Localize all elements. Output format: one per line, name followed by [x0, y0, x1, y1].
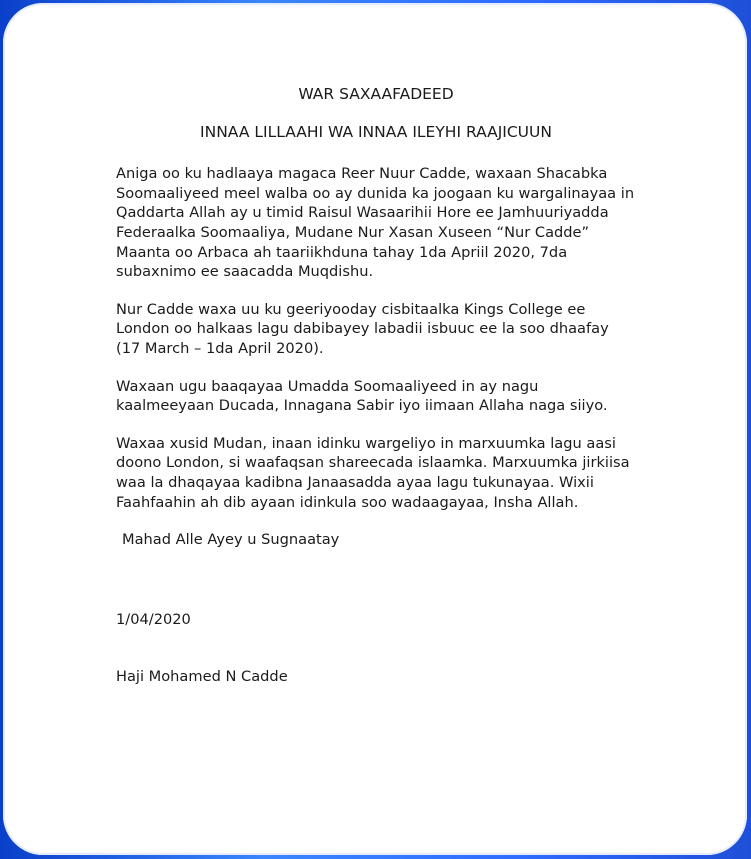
document-date: 1/04/2020: [116, 610, 191, 628]
press-release: [116, 85, 636, 687]
document-page: [3, 3, 747, 855]
paragraph-announcement: Aniga oo ku hadlaaya magaca Reer Nuur Cadde, waxaan Shacabka Soomaaliyeed meel walba oo ay dunida ka joogaan ku wargalinayaa in Qaddarta Allah ay u timid Raisul Wasaarihii Hore ee Jamhuuriyadda Federaalka Soomaaliya, Mudane Nur Xasan Xuseen “Nur Cadde” Maanta oo Arbaca ah taariikhduna tahay 1da Apriil 2020, 7da subaxnimo ee saacadda Muqdishu.: [116, 165, 635, 281]
closing-line: Mahad Alle Ayey u Sugnaatay: [122, 531, 340, 549]
paragraph-burial: Waxaa xusid Mudan, inaan idinku wargeliyo in marxuumka lagu aasi doono London, si waafaqsan shareecada islaamka. Marxuumka jirkiisa waa la dhaqayaa kadibna Janaasadda ayaa lagu tukunayaa. Wixii Faahfaahin ah dib ayaan idinkula soo wadaagayaa, Insha Allah.: [116, 434, 630, 511]
signature-name: Haji Mohamed N Cadde: [116, 668, 288, 686]
document-subtitle: INNAA LILLAAHI WA INNAA ILEYHI RAAJICUUN: [200, 122, 552, 141]
paragraph-appeal: Waxaan ugu baaqayaa Umadda Soomaaliyeed in ay nagu kaalmeeyaan Ducada, Innagana Sabir iyo iimaan Allaha naga siiyo.: [116, 377, 608, 415]
paragraph-hospital: Nur Cadde waxa uu ku geeriyooday cisbitaalka Kings College ee London oo halkaas lagu dabibayey labadii isbuuc ee la soo dhaafay (17 March – 1da April 2020).: [116, 300, 609, 357]
document-title: WAR SAXAAFADEED: [298, 85, 454, 103]
